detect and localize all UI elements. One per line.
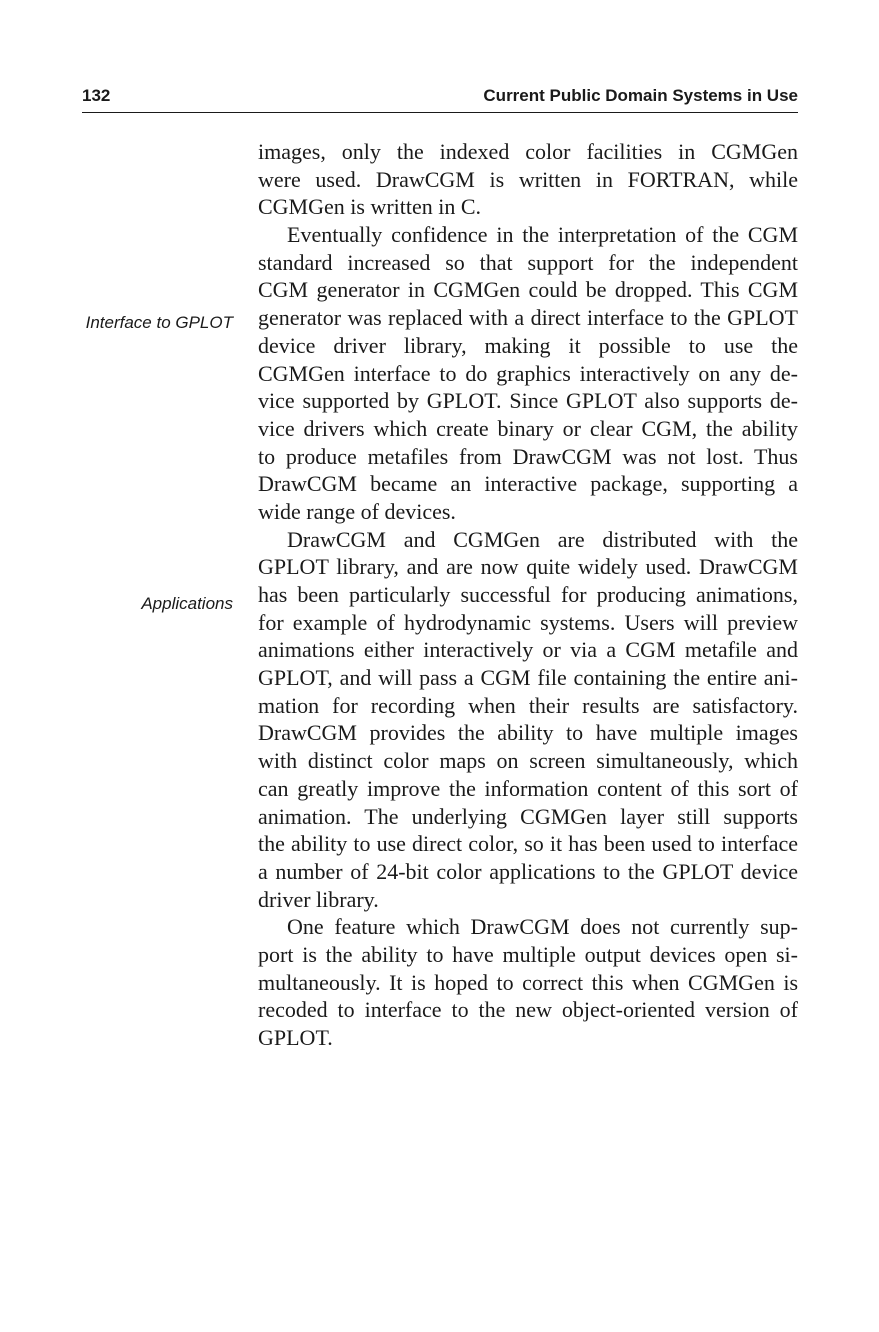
text-line: to produce metafiles from DrawCGM was not lost. Thus: [258, 443, 798, 469]
text-line: for example of hydrodynamic systems. Users will preview: [258, 609, 798, 635]
text-line: has been particularly successful for producing animations,: [258, 582, 798, 607]
text-line: standard increased so that support for the independent: [258, 249, 798, 275]
page-number: 132: [82, 86, 111, 105]
text-line: DrawCGM and CGMGen are distributed with the: [287, 526, 798, 552]
text-line: Eventually confidence in the interpretation of the CGM: [287, 222, 798, 248]
text-line: were used. DrawCGM is written in FORTRAN, while: [258, 166, 798, 192]
text-line: DrawCGM provides the ability to have multiple images: [258, 720, 798, 746]
text-line: recoded to interface to the new object-oriented version of: [258, 997, 798, 1023]
text-line: CGMGen is written in C.: [258, 194, 482, 220]
text-line: DrawCGM became an interactive package, supporting a: [258, 471, 798, 497]
text-line: vice supported by GPLOT. Since GPLOT also supports de-: [258, 388, 798, 414]
text-line: can greatly improve the information content of this sort of: [258, 775, 798, 801]
text-line: animations either interactively or via a CGM metafile and: [258, 637, 798, 663]
text-line: the ability to use direct color, so it has been used to interface: [258, 831, 798, 857]
text-line: generator was replaced with a direct interface to the GPLOT: [258, 305, 798, 331]
text-line: a number of 24-bit color applications to the GPLOT device: [258, 858, 798, 884]
margin-note-applications: Applications: [141, 594, 233, 613]
text-line: with distinct color maps on screen simultaneously, which: [258, 748, 798, 774]
text-line: multaneously. It is hoped to correct this when CGMGen is: [258, 969, 798, 995]
text-line: vice drivers which create binary or clear CGM, the ability: [258, 415, 798, 441]
margin-note-interface-to-gplot: Interface to GPLOT: [85, 313, 233, 332]
text-line: CGM generator in CGMGen could be dropped. This CGM: [258, 277, 798, 303]
text-line: driver library.: [258, 886, 379, 912]
text-line: One feature which DrawCGM does not currently sup-: [287, 914, 798, 940]
text-line: device driver library, making it possible to use the: [258, 332, 798, 358]
running-title: Current Public Domain Systems in Use: [483, 86, 798, 105]
text-line: GPLOT library, and are now quite widely used. DrawCGM: [258, 554, 798, 580]
text-line: mation for recording when their results are satisfactory.: [258, 692, 798, 718]
text-line: CGMGen interface to do graphics interactively on any de-: [258, 360, 798, 386]
text-line: animation. The underlying CGMGen layer still supports: [258, 803, 798, 829]
text-line: port is the ability to have multiple output devices open si-: [258, 941, 798, 967]
body-text: [258, 138, 798, 1052]
page-header: [82, 84, 798, 113]
text-line: wide range of devices.: [258, 498, 456, 524]
text-line: images, only the indexed color facilities in CGMGen: [258, 139, 798, 164]
text-line: GPLOT, and will pass a CGM file containing the entire ani-: [258, 665, 798, 691]
text-line: GPLOT.: [258, 1025, 333, 1050]
